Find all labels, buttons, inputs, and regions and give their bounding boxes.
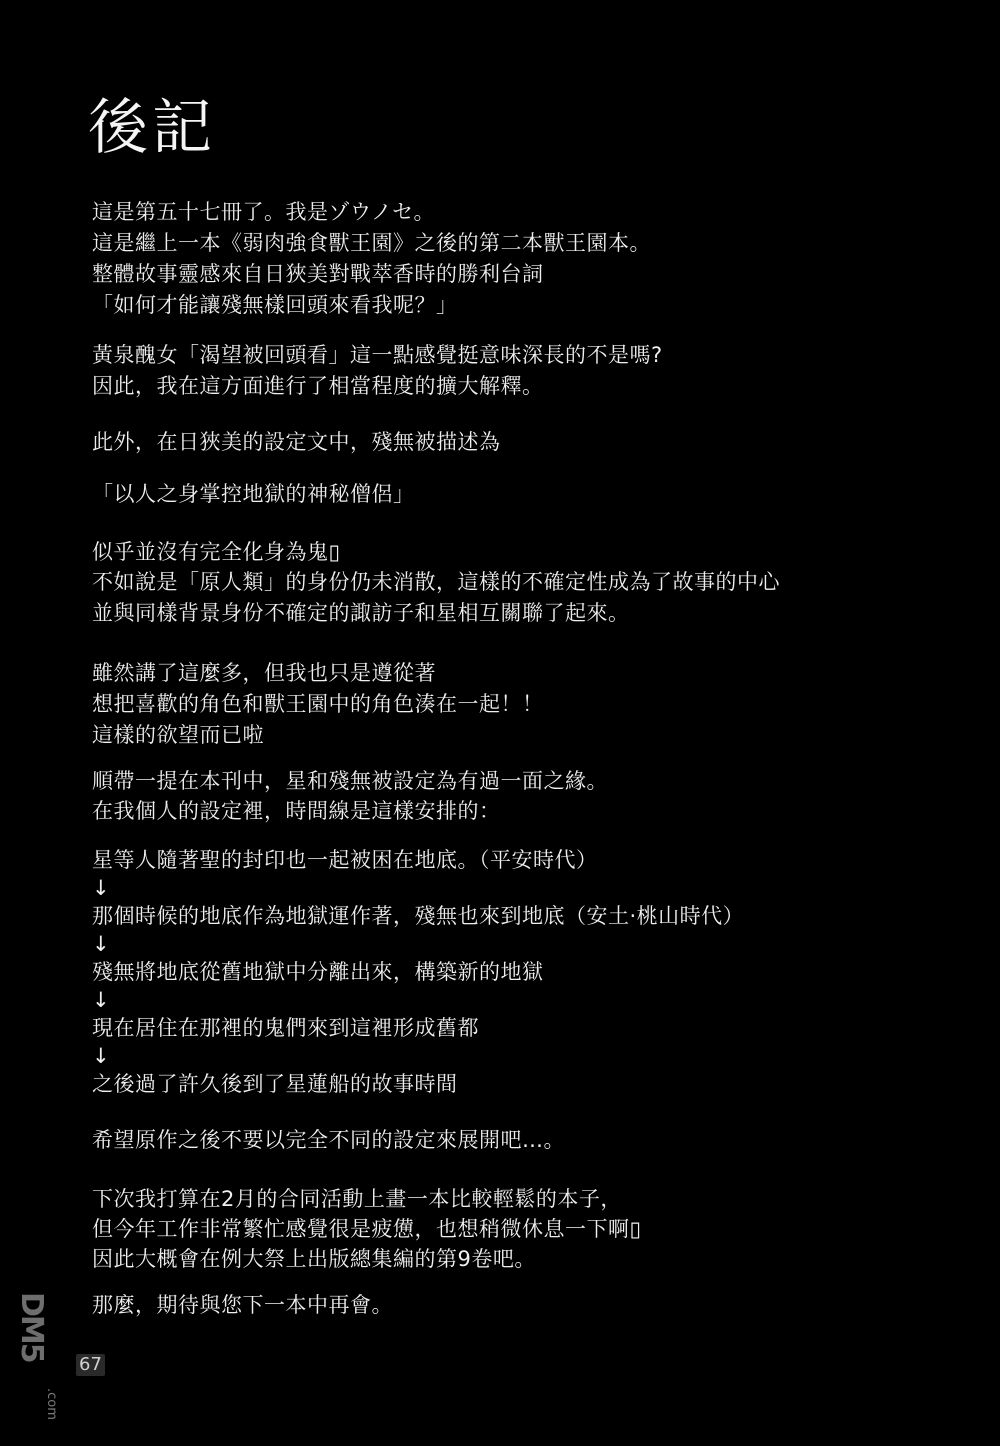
text-line: 似乎並沒有完全化身為鬼▯ [92, 540, 341, 564]
text-line: 殘無將地底從舊地獄中分離出來，構築新的地獄 [92, 960, 544, 984]
text-line: 不如說是「原人類」的身份仍未消散，這樣的不確定性成為了故事的中心 [92, 570, 780, 594]
text-line: 在我個人的設定裡，時間線是這樣安排的： [92, 799, 501, 823]
text-line: 「以人之身掌控地獄的神秘僧侶」 [92, 482, 415, 506]
text-line: 希望原作之後不要以完全不同的設定來展開吧…。 [92, 1128, 565, 1152]
text-line: 那個時候的地底作為地獄運作著，殘無也來到地底（安土·桃山時代） [92, 904, 745, 928]
text-line: 想把喜歡的角色和獸王園中的角色湊在一起！！ [92, 692, 544, 716]
text-line: 之後過了許久後到了星蓮船的故事時間 [92, 1072, 458, 1096]
text-line: 這樣的欲望而已啦 [92, 723, 264, 747]
text-line: 現在居住在那裡的鬼們來到這裡形成舊都 [92, 1016, 479, 1040]
text-line: 這是繼上一本《弱肉強食獸王園》之後的第二本獸王園本。 [92, 231, 651, 255]
text-line: 雖然講了這麼多，但我也只是遵從著 [92, 661, 436, 685]
text-line: 整體故事靈感來自日狹美對戰萃香時的勝利台詞 [92, 262, 544, 286]
arrow-down: ↓ [92, 932, 111, 956]
text-line: 這是第五十七冊了。我是ゾウノセ。 [92, 200, 435, 224]
arrow-down: ↓ [92, 1044, 111, 1068]
text-line: 順帶一提在本刊中，星和殘無被設定為有過一面之緣。 [92, 769, 608, 793]
arrow-down: ↓ [92, 988, 111, 1012]
text-line: 並與同樣背景身份不確定的諏訪子和星相互關聯了起來。 [92, 601, 630, 625]
watermark-brand: DM5 [14, 1292, 49, 1362]
text-line: 那麼，期待與您下一本中再會。 [92, 1293, 393, 1317]
watermark-domain: .com [44, 1388, 59, 1420]
text-line: 此外，在日狹美的設定文中，殘無被描述為 [92, 430, 501, 454]
page-number: 67 [76, 1354, 105, 1376]
text-line: 黃泉醜女「渴望被回頭看」這一點感覺挺意味深長的不是嗎? [92, 343, 663, 367]
text-line: 「如何才能讓殘無樣回頭來看我呢？」 [92, 293, 458, 317]
page-title: 後記 [88, 93, 216, 163]
text-line: 因此，我在這方面進行了相當程度的擴大解釋。 [92, 374, 544, 398]
text-line: 但今年工作非常繁忙感覺很是疲憊，也想稍微休息一下啊▯ [92, 1217, 642, 1241]
site-watermark [14, 1292, 74, 1432]
text-line: 因此大概會在例大祭上出版總集編的第9卷吧。 [92, 1247, 536, 1271]
text-line: 下次我打算在2月的合同活動上畫一本比較輕鬆的本子， [92, 1187, 622, 1211]
text-line: 星等人隨著聖的封印也一起被困在地底。（平安時代） [92, 848, 598, 872]
arrow-down: ↓ [92, 876, 111, 900]
